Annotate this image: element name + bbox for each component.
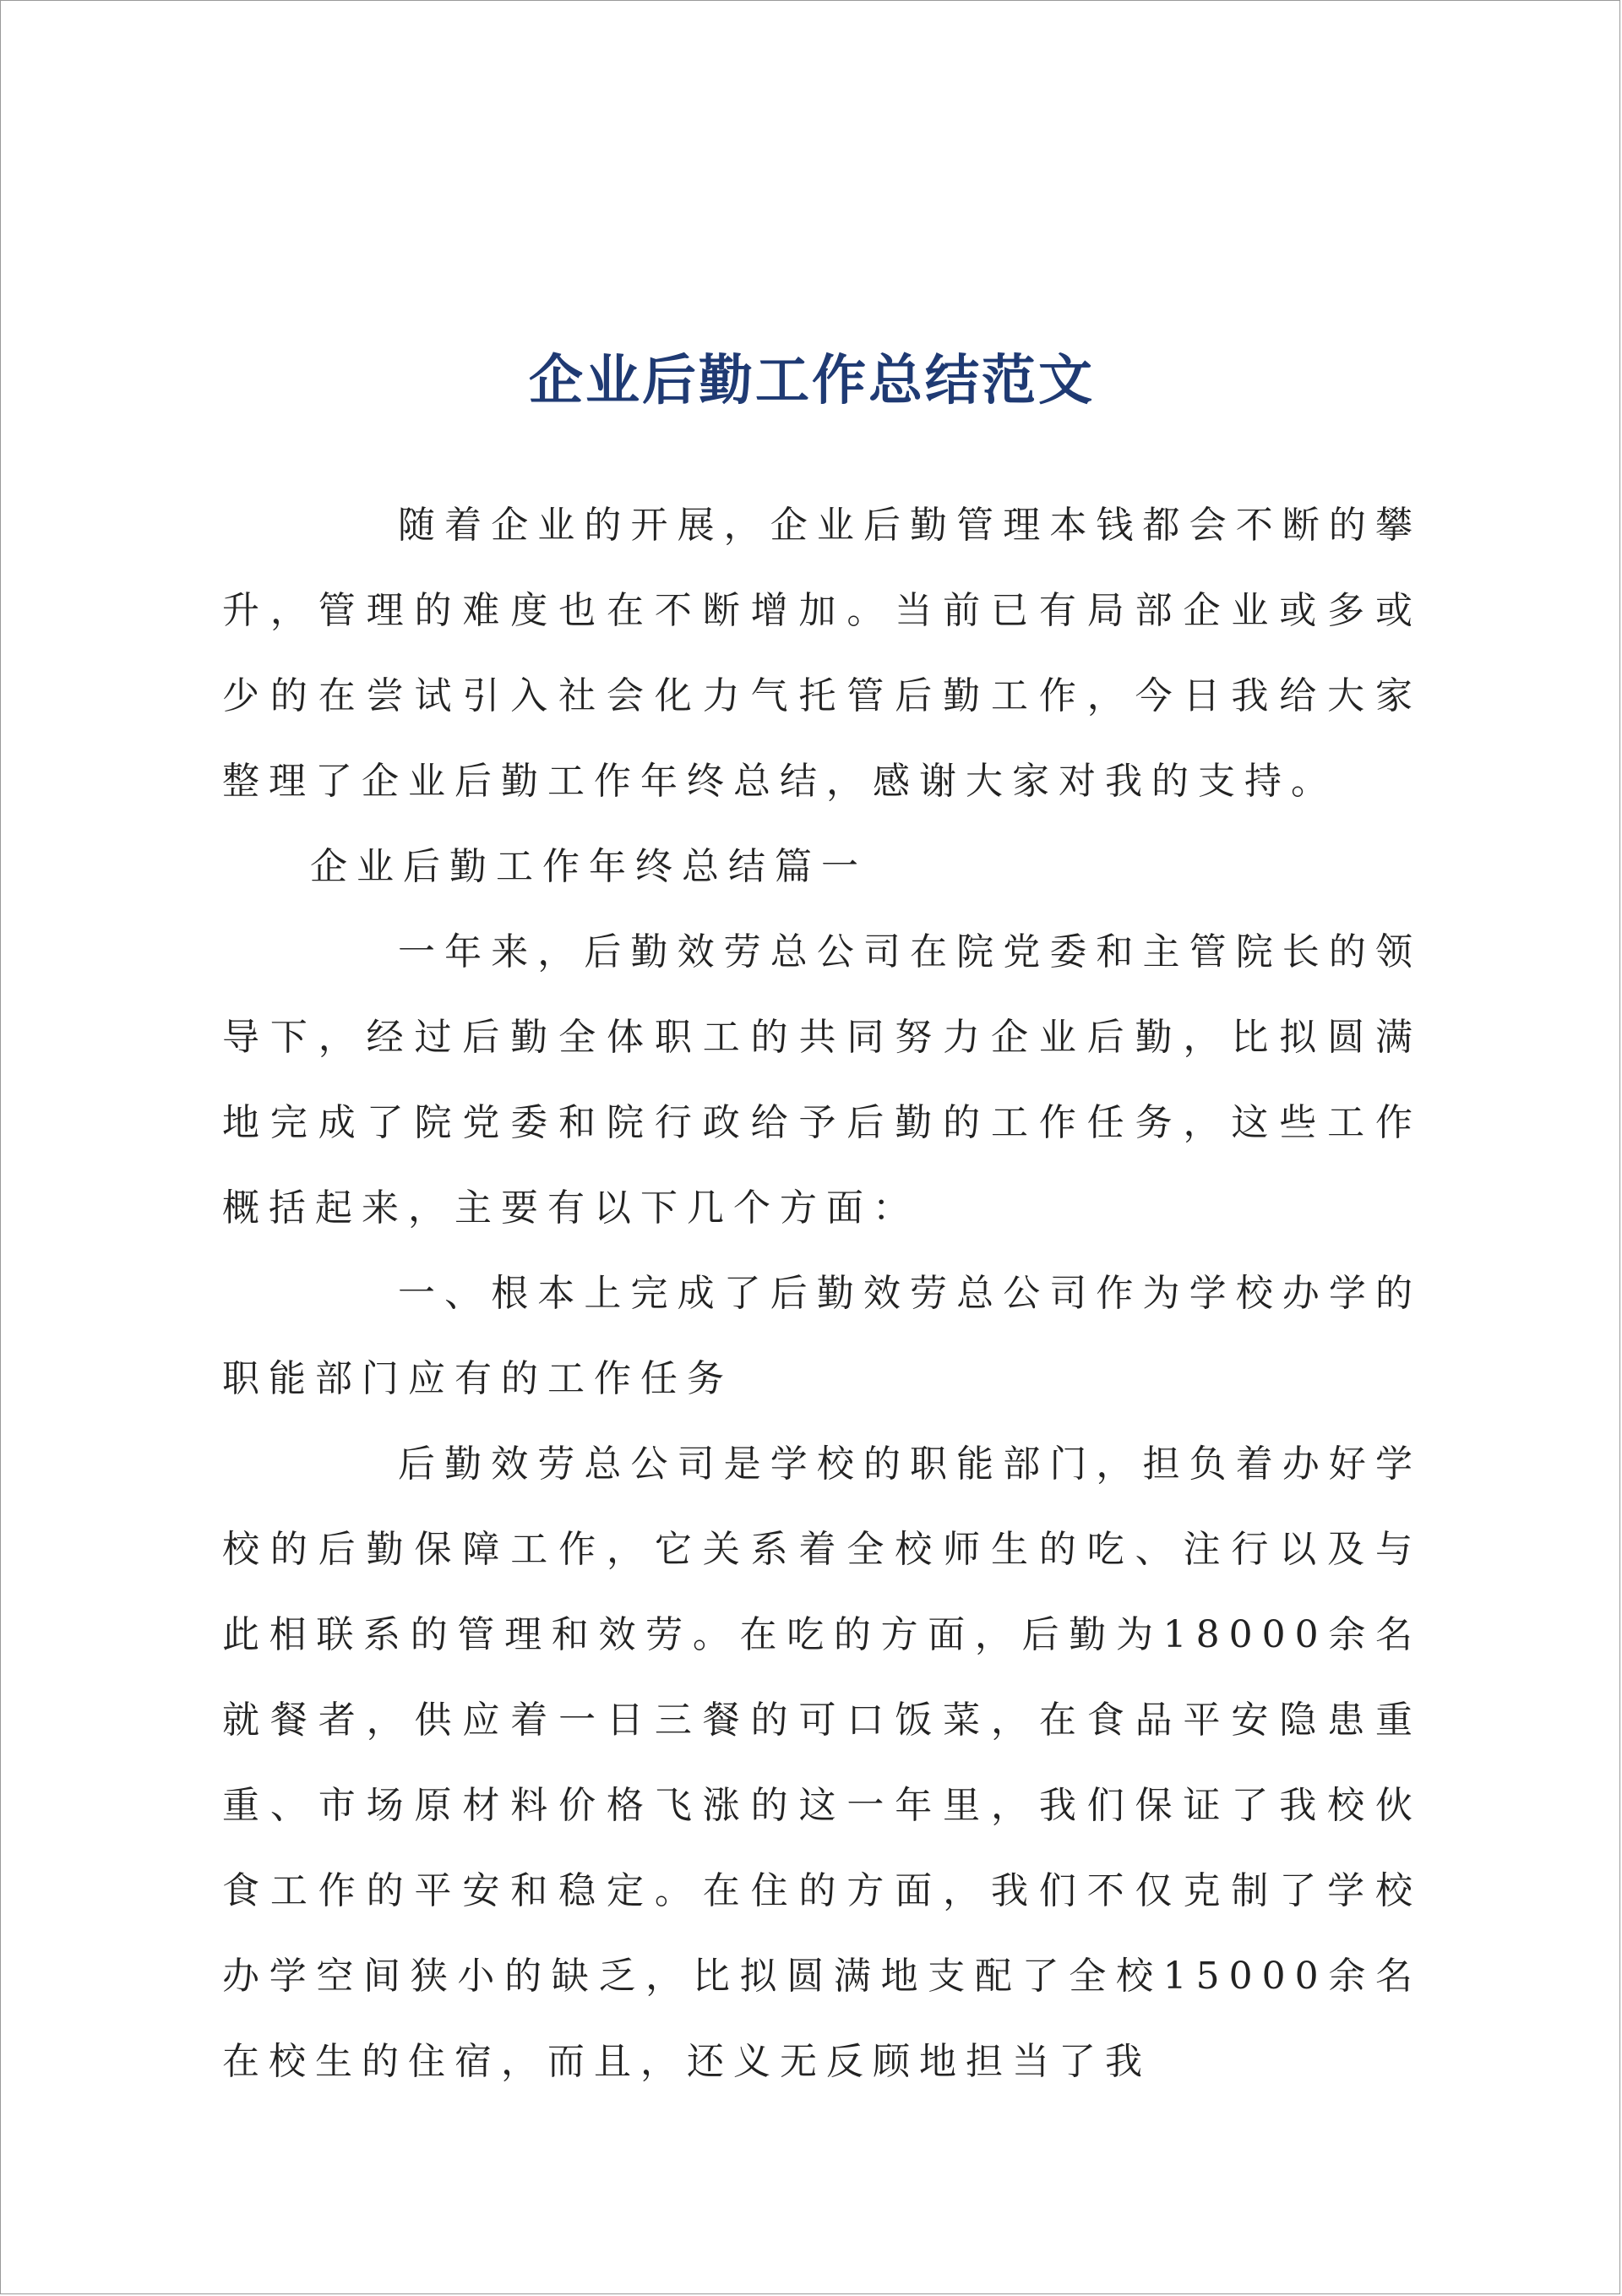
subsection-heading: 一、根本上完成了后勤效劳总公司作为学校办学的职能部门应有的工作任务 bbox=[222, 1272, 1422, 1400]
document-title: 企业后勤工作总结范文 bbox=[529, 349, 1095, 412]
body-paragraph: 后勤效劳总公司是学校的职能部门，担负着办好学校的后勤保障工作，它关系着全校师生的吃、注行以及与此相联系的管理和效劳。在吃的方面，后勤为18000余名就餐者，供应着一日三餐的可口饭菜，在食品平安隐患重重、市场原材料价格飞涨的这一年里，我们保证了我校伙食工作的平安和稳定。在住的方面，我们不仅克制了学校办学空间狭小的缺乏，比拟圆满地支配了全校15000余名在校生的住宿，而且，还义无反顾地担当了我 bbox=[222, 1442, 1422, 2083]
body-paragraph: 一年来，后勤效劳总公司在院党委和主管院长的领导下，经过后勤全体职工的共同努力企业后勤，比拟圆满地完成了院党委和院行政给予后勤的工作任务，这些工作概括起来，主要有以下几个方面： bbox=[222, 930, 1422, 1230]
intro-paragraph: 随着企业的开展，企业后勤管理本钱都会不断的攀升，管理的难度也在不断增加。当前已有局部企业或多或少的在尝试引入社会化力气托管后勤工作，今日我给大家整理了企业后勤工作年终总结，感谢大家对我的支持。 bbox=[222, 504, 1422, 803]
document-body bbox=[222, 483, 1422, 2104]
section-heading: 企业后勤工作年终总结篇一 bbox=[310, 845, 868, 888]
